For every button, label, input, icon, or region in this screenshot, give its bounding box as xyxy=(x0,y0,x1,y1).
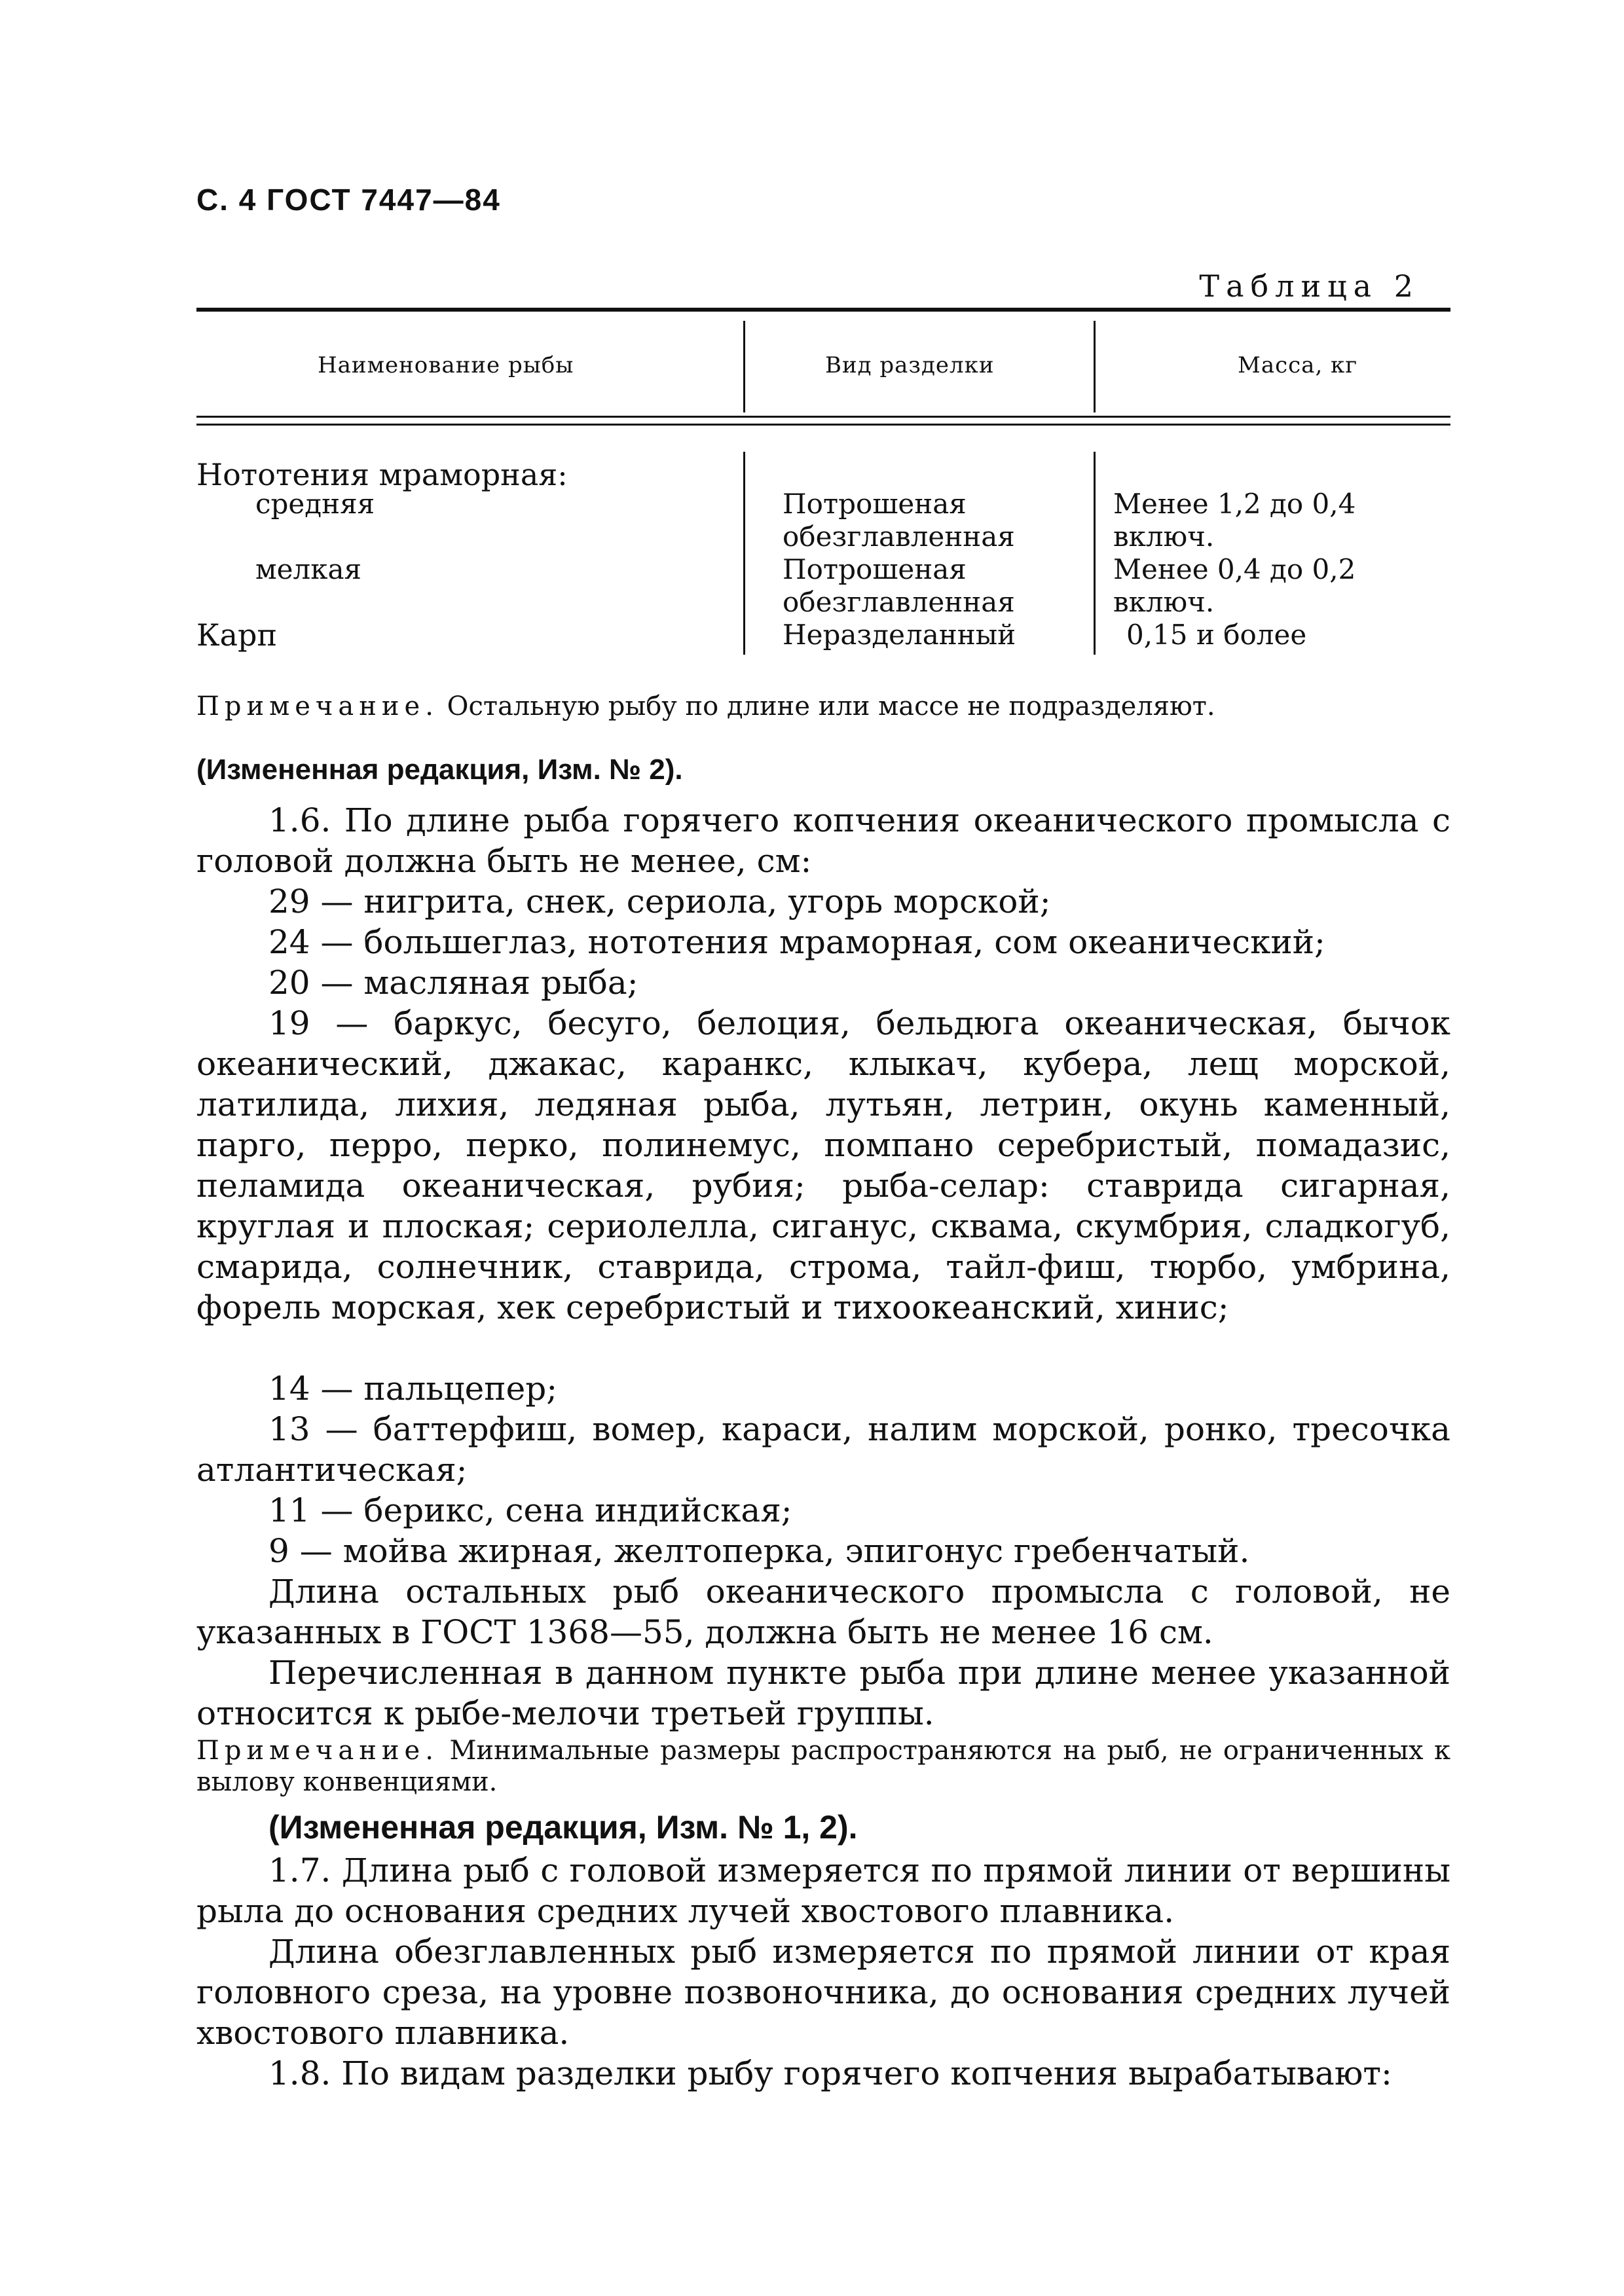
table-caption: Таблица 2 xyxy=(1199,268,1420,304)
column-header-fish-name: Наименование рыбы xyxy=(318,352,574,378)
table-cell-name: средняя xyxy=(255,488,375,520)
page-header: С. 4 ГОСТ 7447—84 xyxy=(196,183,501,217)
list-item: 19 — баркус, бесуго, белоция, бельдюга океаническая, бычок океанический, джакас, каранкс, клыкач, кубера, лещ морской, латилида, лихия, ледяная рыба, лутьян, летрин, окунь каменный, парго, перро, перко, полинемус, помпано серебристый, помадазис, пеламида океаническая, рубия; рыба-селар: ставрида сигарная, круглая и плоская; сериолелла, сиганус, сквама, скумбрия, сладкогуб, смарида, солнечник, ставрида, строма, тайл-фиш, тюрбо, умбрина, форель морская, хек серебристый и тихоокеанский, хинис; xyxy=(196,1004,1450,1326)
table-cell-cut: Потрошеная обезглавленная xyxy=(783,553,1015,618)
table-divider xyxy=(743,452,745,655)
table-cell-name: Карп xyxy=(196,617,278,653)
paragraph-rest-fish: Длина остальных рыб океанического промысла с головой, не указанных в ГОСТ 1368—55, должна быть не менее 16 см. xyxy=(196,1573,1450,1651)
list-item: 20 — масляная рыба; xyxy=(268,964,638,1002)
table-header-rule xyxy=(196,416,1450,418)
note-text: Остальную рыбу по длине или массе не подразделяют. xyxy=(447,691,1215,721)
table-top-rule xyxy=(196,308,1450,312)
paragraph-1-7: 1.7. Длина рыб с головой измеряется по прямой линии от вершины рыла до основания средних лучей хвостового плавника. xyxy=(196,1851,1450,1930)
table-header-rule xyxy=(196,424,1450,426)
paragraph-1-8: 1.8. По видам разделки рыбу горячего копчения вырабатывают: xyxy=(268,2054,1392,2092)
table-divider xyxy=(1094,321,1096,412)
paragraph-1-7-headless: Длина обезглавленных рыб измеряется по прямой линии от края головного среза, на уровне позвоночника, до основания средних лучей хвостового плавника. xyxy=(196,1933,1450,2052)
table-cell-cut: Неразделанный xyxy=(783,619,1016,651)
table-cell-name: мелкая xyxy=(255,553,361,585)
table-cell-mass: 0,15 и более xyxy=(1126,619,1307,651)
table-cell-name: Нототения мраморная: xyxy=(196,457,568,492)
list-item: 11 — берикс, сена индийская; xyxy=(268,1491,792,1529)
amendment-note: (Измененная редакция, Изм. № 1, 2). xyxy=(268,1809,858,1846)
table-divider xyxy=(743,321,745,412)
note-label: Примечание. xyxy=(196,691,439,721)
column-header-mass: Масса, кг xyxy=(1238,352,1358,378)
table-cell-cut: Потрошеная обезглавленная xyxy=(783,488,1015,553)
paragraph-1-6-intro: 1.6. По длине рыба горячего копчения океанического промысла с головой должна быть не менее, см: xyxy=(196,801,1450,880)
list-item: 24 — большеглаз, нототения мраморная, сом океанический; xyxy=(268,923,1325,961)
note-text: Минимальные размеры распространяются на рыб, не ограниченных к вылову конвенциями. xyxy=(196,1736,1450,1797)
table-cell-mass: Менее 0,4 до 0,2 включ. xyxy=(1113,553,1356,618)
list-item: 13 — баттерфиш, вомер, караси, налим морской, ронко, тресочка атлантическая; xyxy=(196,1410,1450,1489)
amendment-note: (Измененная редакция, Изм. № 2). xyxy=(196,754,683,786)
note-label: Примечание. xyxy=(196,1736,439,1766)
table-cell-mass: Менее 1,2 до 0,4 включ. xyxy=(1113,488,1356,553)
table-divider xyxy=(1094,452,1096,655)
paragraph-small-fish: Перечисленная в данном пункте рыба при длине менее указанной относится к рыбе-мелочи третьей группы. xyxy=(196,1654,1450,1732)
table-note xyxy=(196,691,1450,722)
minimum-size-note xyxy=(196,1735,1450,1798)
list-item: 9 — мойва жирная, желтоперка, эпигонус гребенчатый. xyxy=(268,1532,1250,1570)
list-item: 29 — нигрита, снек, сериола, угорь морской; xyxy=(268,883,1051,920)
column-header-cut-type: Вид разделки xyxy=(825,352,995,378)
list-item: 14 — пальцепер; xyxy=(268,1370,558,1408)
